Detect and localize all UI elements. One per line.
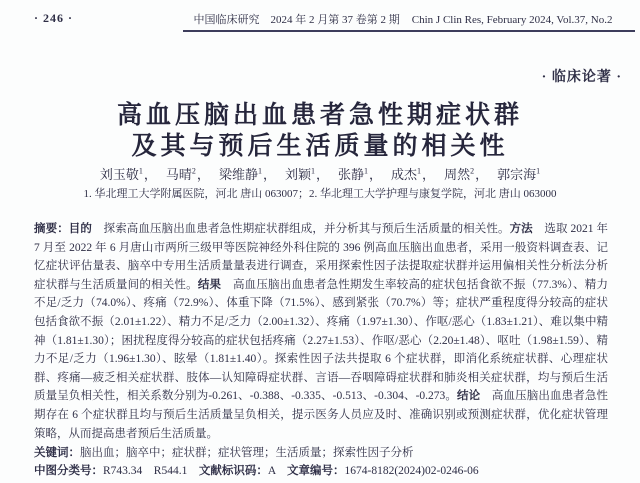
author-separator: ，: [422, 167, 436, 182]
journal-title-cn: 中国临床研究 2024 年 2 月第 37 卷第 2 期: [193, 14, 400, 26]
authors-line: [0, 164, 640, 183]
author-affiliation-superscript: 1: [310, 166, 315, 176]
author: 张静$^1$: [338, 166, 369, 182]
author-separator: ，: [143, 167, 157, 182]
author-affiliation-superscript: 1: [364, 166, 369, 176]
keywords-line: [34, 444, 608, 460]
author: 周然$^2$: [444, 166, 475, 182]
text-segment: 中图分类号：: [34, 465, 103, 477]
journal-running-head: [172, 11, 634, 27]
author: 梁维静$^1$: [218, 166, 262, 182]
text-segment: 选取 2021 年 7 月至 2022 年 6 月唐山市两所三级甲等医院神经外科住院的 396 例高血压脑出血患者，采用一般资料调查表、记忆症状评估量表、脑卒中专用生活质量量表进行调查，采用探索性因子法提取症状群并运用偏相关性分析法分析症状群与生活质量间的相关性。: [34, 223, 609, 291]
author: 刘颖$^1$: [284, 166, 315, 182]
author-affiliation-superscript: 1: [417, 166, 422, 176]
text-segment: 高血压脑出血患者急性期发生率较高的症状包括食欲不振（77.3%）、精力不足/乏力（74.0%）、疼痛（72.9%）、体重下降（71.5%）、感到紧张（70.7%）等；症状严重程度得分较高的症状包括食欲不振（2.01±1.22）、精力不足/乏力（2.00±1.32）、疼痛（1.97±1.30）、作呕/恶心（1.83±1.21）、难以集中精神（1.81±1.30）；困扰程度得分较高的症状包括疼痛（2.27±1.53）、作呕/恶心（2.20±1.48）、呕吐（1.98±1.59）、精力不足/乏力（1.96±1.30）、眩晕（1.81±1.40）。探索性因子法共提取 6 个症状群，即消化系统症状群、心理症状群、疼痛—疲乏相关症状群、肢体—认知障碍症状群、言语—吞咽障碍症状群和肺炎相关症状群，均与预后生活质量呈负相关性，相关系数分别为-0.261、-0.388、-0.335、-0.513、-0.304、-0.273。: [34, 278, 608, 403]
affiliation-line: 1. 华北理工大学附属医院，河北 唐山 063007；2. 华北理工大学护理与康复学院，河北 唐山 063000: [83, 188, 557, 200]
text-segment: 脑出血；脑卒中；症状群；症状管理；生活质量；探索性因子分析: [80, 447, 414, 459]
text-segment: 文章编号：: [287, 465, 345, 477]
author-separator: ，: [315, 167, 329, 182]
journal-title-en: Chin J Clin Res, February 2024, Vol.37, No.2: [411, 14, 613, 26]
author-affiliation-superscript: 1: [138, 166, 143, 176]
text-segment: R743.34 R544.1: [103, 465, 199, 477]
text-segment: 关键词：: [34, 447, 80, 459]
author-separator: ，: [475, 167, 489, 182]
text-segment: 文献标识码：: [198, 465, 268, 477]
text-segment: 高血压脑出血患者急性期存在 6 个症状群且均与预后生活质量呈负相关，提示医务人员应及时、准确识别或预测症状群，优化症状管理策略，从而提高患者预后生活质量。: [34, 390, 609, 440]
text-segment: 1674-8182(2024)02-0246-06: [344, 465, 479, 477]
author-affiliation-superscript: 1: [257, 166, 262, 176]
text-segment: 结果: [197, 278, 222, 291]
text-segment: 摘要：目的: [34, 223, 92, 235]
text-segment: 探索高血压脑出血患者急性期症状群组成，并分析其与预后生活质量的相关性。: [92, 223, 510, 235]
author-affiliation-superscript: 2: [191, 166, 196, 176]
section-label: · 临床论著 ·: [541, 70, 622, 85]
author: 刘玉敬$^1$: [99, 166, 143, 182]
author: 郭宗海$^1$: [497, 166, 541, 182]
author: 成杰$^1$: [391, 166, 422, 182]
author-separator: ，: [196, 167, 210, 182]
abstract-paragraph: [34, 220, 608, 443]
author-affiliation-superscript: 1: [536, 166, 541, 176]
author: 马晴$^2$: [165, 166, 196, 182]
page-number: · 246 ·: [34, 11, 74, 25]
article-title-line2: 及其与预后生活质量的相关性: [131, 133, 509, 160]
article-title-line1: 高血压脑出血患者急性期症状群: [116, 102, 523, 129]
header-rule: [183, 30, 635, 32]
author-separator: ，: [262, 167, 276, 182]
author-affiliation-superscript: 2: [470, 166, 475, 176]
author-separator: ，: [369, 167, 383, 182]
text-segment: A: [267, 465, 288, 477]
text-segment: 方法: [509, 223, 533, 235]
clc-meta-line: [34, 462, 608, 478]
text-segment: 结论: [457, 390, 481, 403]
